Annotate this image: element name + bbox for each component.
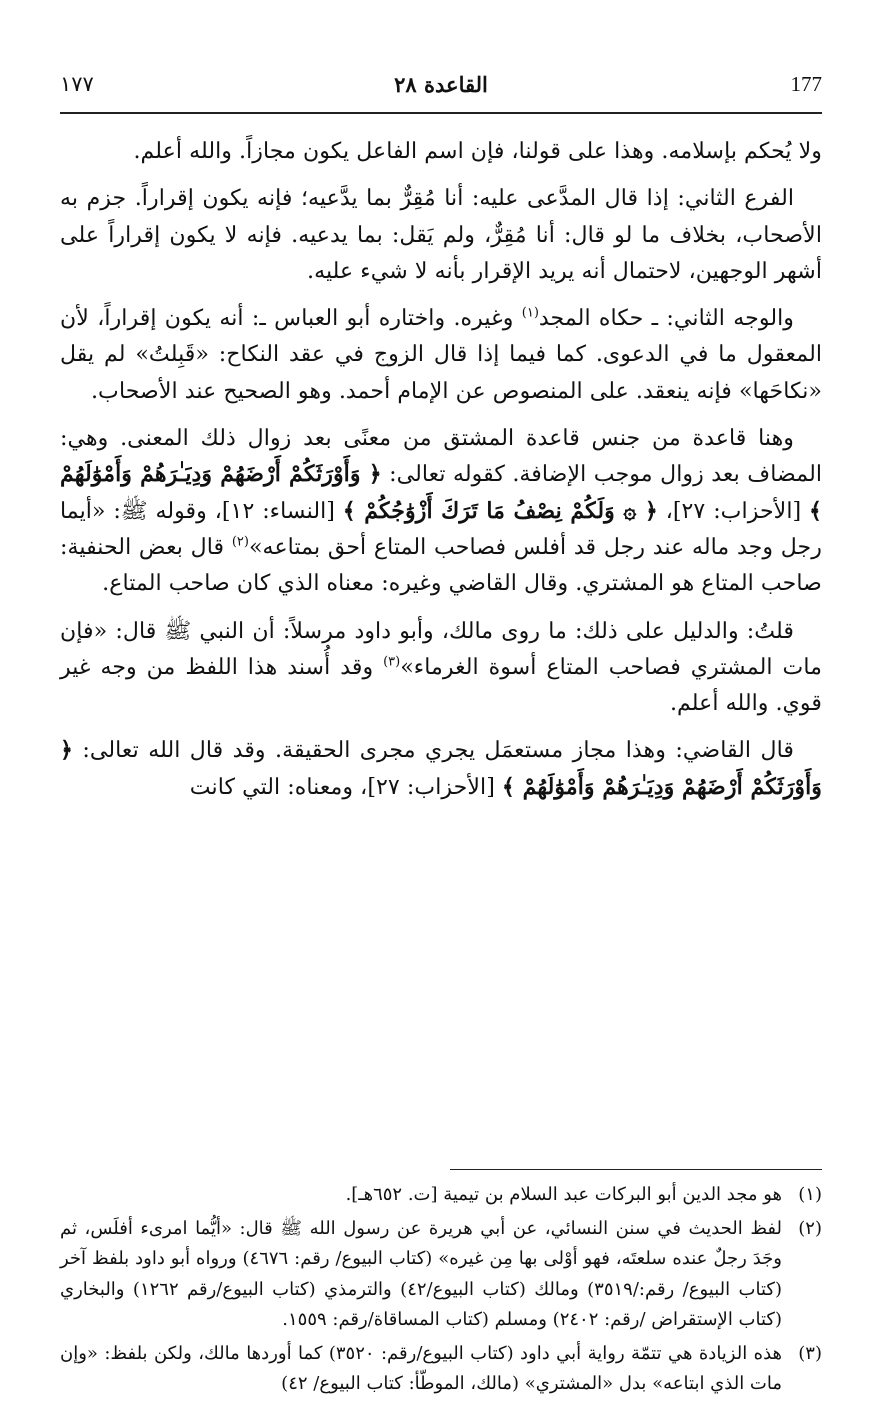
paragraph bbox=[60, 133, 822, 169]
footnote bbox=[60, 1214, 822, 1336]
footnote-number: (١) bbox=[798, 1184, 822, 1205]
footnote-ref: (١) bbox=[521, 305, 539, 321]
paragraph bbox=[60, 613, 822, 722]
footnote-number: (٣) bbox=[798, 1342, 822, 1364]
text-run: [النساء: ١٢]، وقوله ﷺ: «أيما رجل وجد ماله عند رجل قد أفلس فصاحب المتاع أحق بمتاعه» bbox=[60, 497, 822, 560]
page-header bbox=[60, 72, 822, 106]
paragraph bbox=[60, 180, 822, 289]
chapter-title: القاعدة ٢٨ bbox=[394, 72, 488, 97]
footnote-ref: (٣) bbox=[383, 654, 401, 670]
quran-verse: ﴿ وَأَوْرَثَكُمْ أَرْضَهُمْ وَدِيَـٰرَهُمْ وَأَمْوَٰلَهُمْ ﴾ bbox=[60, 461, 822, 524]
text-run: وقد أُسند هذا اللفظ من وجه غير قوي. والله أعلم. bbox=[60, 653, 822, 717]
page-number-arabic: ١٧٧ bbox=[60, 72, 94, 96]
header-rule bbox=[60, 112, 822, 114]
footnote-text: لفظ الحديث في سنن النسائي، عن أبي هريرة عن رسول الله ﷺ قال: «أيُّما امرىء أفلَس، ثم وجَدَ رجلٌ عنده سلعتَه، فهو أوْلى بها مِن غيره» (كتاب البيوع/ رقم: ٤٦٧٦) ورواه أبو داود بلفظ آخر (كتاب البيوع/ رقم:/٣٥١٩) ومالك (كتاب البيوع/٤٢) والترمذي (كتاب البيوع/رقم ١٢٦٢) والبخاري (كتاب الإستقراض /رقم: ٢٤٠٢) ومسلم (كتاب المساقاة/رقم: ١٥٥٩. bbox=[60, 1217, 782, 1330]
paragraph bbox=[60, 300, 822, 409]
text-run: الفرع الثاني: إذا قال المدَّعى عليه: أنا مُقِرٌّ بما يدَّعيه؛ فإنه يكون إقراراً. جزم به الأصحاب، بخلاف ما لو قال: أنا مُقِرٌّ، ولم يَقل: بما يدعيه. فإنه لا يكون إقراراً على أشهر الوجهين، لاحتمال أنه يريد الإقرار بأنه لا شيء عليه. bbox=[60, 185, 822, 284]
text-run: [الأحزاب: ٢٧]، ومعناه: التي كانت bbox=[189, 773, 502, 800]
text-run: قال القاضي: وهذا مجاز مستعمَل يجري مجرى الحقيقة. وقد قال الله تعالى: bbox=[73, 737, 794, 764]
footnote bbox=[60, 1339, 822, 1400]
text-run: وغيره. واختاره أبو العباس ـ: أنه يكون إقراراً، لأن المعقول ما في الدعوى. كما فيما إذا قال الزوج في عقد النكاح: «قَبِلتُ» لم يقل «نكاحَها» فإنه ينعقد. على المنصوص عن الإمام أحمد. وهو الصحيح عند الأصحاب. bbox=[60, 305, 822, 404]
text-run: وهنا قاعدة من جنس قاعدة المشتق من معنًى بعد زوال ذلك المعنى. وهي: المضاف بعد زوال موجب الإضافة. كقوله تعالى: bbox=[60, 425, 822, 488]
quran-verse: ﴿ وَأَوْرَثَكُمْ أَرْضَهُمْ وَدِيَـٰرَهُمْ وَأَمْوَٰلَهُمْ ﴾ bbox=[60, 737, 822, 800]
footnote-text: هذه الزيادة هي تتمّة رواية أبي داود (كتاب البيوع/رقم: ٣٥٢٠) كما أوردها مالك، ولكن بلفظ: «وإن مات الذي ابتاعه» بدل «المشتري» (مالك، الموطّأ: كتاب البيوع/ ٤٢) bbox=[60, 1342, 783, 1394]
main-text bbox=[60, 133, 822, 816]
page-number-latin: 177 bbox=[790, 72, 822, 96]
footnote-number: (٢) bbox=[798, 1217, 822, 1239]
footnote bbox=[60, 1180, 822, 1211]
footnote-ref: (٢) bbox=[231, 534, 249, 550]
footnotes bbox=[60, 1180, 822, 1403]
footnote-separator bbox=[450, 1169, 822, 1170]
text-run: [الأحزاب: ٢٧]، bbox=[657, 497, 809, 524]
text-run: والوجه الثاني: ـ حكاه المجد bbox=[538, 305, 794, 332]
quran-verse: ﴿ ۞ وَلَكُمْ نِصْفُ مَا تَرَكَ أَزْوَٰجُكُمْ ﴾ bbox=[342, 497, 658, 524]
text-run: قلتُ: والدليل على ذلك: ما روى مالك، وأبو داود مرسلاً: أن النبي ﷺ قال: «فإن مات المشتري فصاحب المتاع أسوة الغرماء» bbox=[60, 617, 822, 680]
footnote-text: هو مجد الدين أبو البركات عبد السلام بن تيمية [ت. ٦٥٢هـ]. bbox=[345, 1184, 782, 1205]
text-run: قال بعض الحنفية: صاحب المتاع هو المشتري. وقال القاضي وغيره: معناه الذي كان صاحب المتاع. bbox=[60, 533, 822, 597]
paragraph bbox=[60, 732, 822, 805]
text-run: ولا يُحكم بإسلامه. وهذا على قولنا، فإن اسم الفاعل يكون مجازاً. والله أعلم. bbox=[133, 138, 822, 164]
paragraph bbox=[60, 420, 822, 601]
